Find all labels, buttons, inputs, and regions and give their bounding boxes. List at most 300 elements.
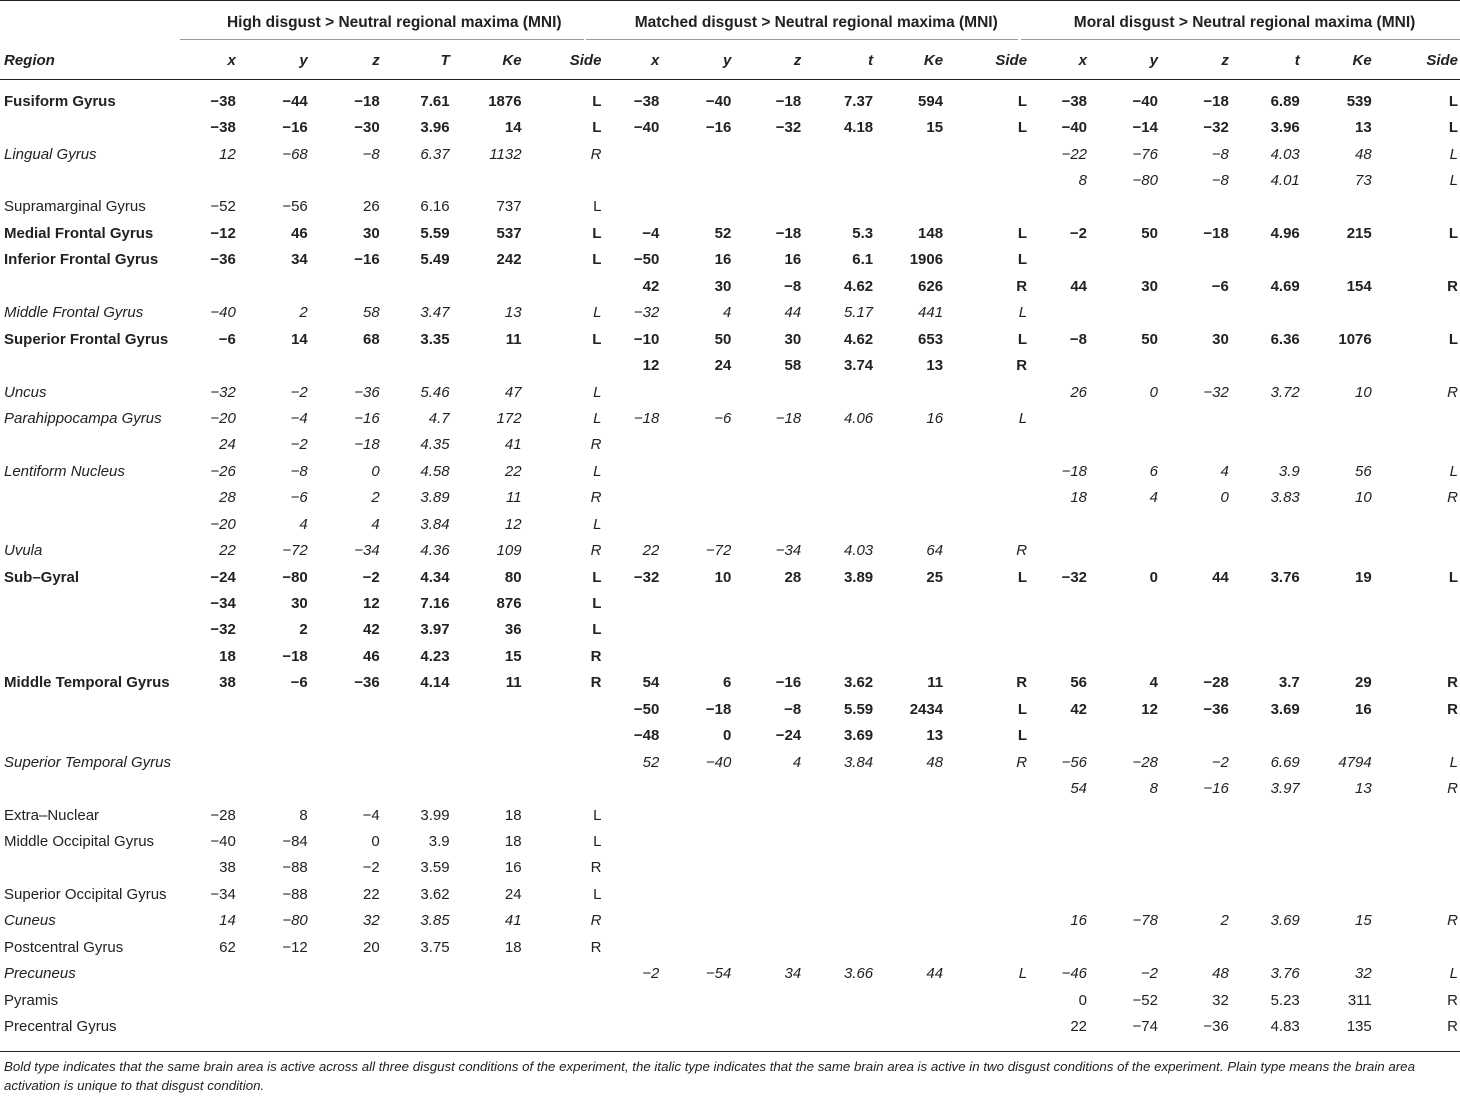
value-cell: 3.62 bbox=[843, 674, 874, 692]
side-cell bbox=[536, 352, 604, 378]
value-cell: 0 bbox=[1149, 383, 1158, 401]
region-cell bbox=[0, 855, 185, 881]
value-cell bbox=[745, 802, 815, 828]
value-cell: 6 bbox=[1149, 462, 1158, 480]
value-cell: −32 bbox=[210, 621, 236, 639]
region-cell: Precentral Gyrus bbox=[4, 1018, 117, 1036]
value-cell: 3.99 bbox=[420, 806, 450, 824]
region-cell: Middle Occipital Gyrus bbox=[4, 832, 155, 850]
value-cell: 4.03 bbox=[1270, 145, 1300, 163]
table-row bbox=[0, 114, 1460, 140]
value-cell: 22 bbox=[642, 542, 660, 560]
value-cell bbox=[322, 273, 394, 299]
value-cell: 41 bbox=[504, 436, 522, 454]
value-cell: −8 bbox=[290, 462, 308, 480]
side-cell: R bbox=[590, 145, 602, 163]
value-cell: 0 bbox=[1220, 489, 1229, 507]
side-cell: R bbox=[1447, 1018, 1458, 1036]
value-cell: −40 bbox=[210, 832, 236, 850]
value-cell bbox=[603, 485, 673, 511]
value-cell bbox=[1172, 723, 1243, 749]
value-cell: −16 bbox=[282, 119, 308, 137]
side-cell: L bbox=[592, 330, 602, 348]
value-cell: 13 bbox=[926, 727, 944, 745]
value-cell: 11 bbox=[506, 489, 522, 507]
side-cell bbox=[957, 485, 1029, 511]
value-cell bbox=[464, 723, 536, 749]
value-cell bbox=[603, 1013, 673, 1039]
value-cell: 6.16 bbox=[420, 198, 450, 216]
side-cell: L bbox=[1017, 251, 1028, 269]
value-cell: −40 bbox=[633, 119, 660, 137]
value-cell: 5.49 bbox=[420, 251, 450, 269]
value-cell: 14 bbox=[504, 119, 522, 137]
value-cell: 3.74 bbox=[843, 357, 874, 375]
value-cell: −80 bbox=[1132, 172, 1158, 190]
region-cell: Supramarginal Gyrus bbox=[4, 198, 146, 216]
column-header-ke: Ke bbox=[502, 51, 522, 69]
value-cell: 0 bbox=[1149, 568, 1158, 586]
region-cell: Middle Frontal Gyrus bbox=[4, 304, 144, 322]
value-cell bbox=[1314, 617, 1386, 643]
value-cell: 6.89 bbox=[1270, 92, 1300, 110]
value-cell bbox=[464, 273, 536, 299]
side-cell bbox=[957, 934, 1029, 960]
side-cell: L bbox=[1018, 409, 1028, 427]
value-cell: 148 bbox=[918, 224, 944, 242]
value-cell: −76 bbox=[1132, 145, 1158, 163]
value-cell: −50 bbox=[633, 251, 660, 269]
table-row bbox=[0, 352, 1460, 378]
value-cell: 4.62 bbox=[843, 330, 874, 348]
value-cell bbox=[1172, 855, 1243, 881]
side-cell bbox=[536, 273, 604, 299]
value-cell bbox=[1172, 300, 1243, 326]
value-cell: −16 bbox=[354, 409, 380, 427]
value-cell: 18 bbox=[504, 806, 522, 824]
value-cell bbox=[815, 934, 887, 960]
side-cell: L bbox=[1448, 92, 1458, 110]
value-cell bbox=[1314, 247, 1386, 273]
column-header-z: z bbox=[793, 51, 802, 69]
table-row bbox=[0, 670, 1460, 696]
value-cell bbox=[1101, 828, 1172, 854]
side-cell: R bbox=[590, 436, 602, 454]
group-rule-matched bbox=[586, 39, 1018, 40]
side-cell bbox=[1386, 432, 1460, 458]
table-row bbox=[0, 643, 1460, 669]
side-cell bbox=[1386, 617, 1460, 643]
value-cell bbox=[1243, 934, 1314, 960]
table-row bbox=[0, 432, 1460, 458]
region-cell: Lentiform Nucleus bbox=[4, 462, 125, 480]
value-cell: 47 bbox=[504, 383, 522, 401]
value-cell bbox=[887, 617, 957, 643]
value-cell bbox=[250, 775, 322, 801]
value-cell bbox=[1029, 802, 1101, 828]
value-cell: 5.59 bbox=[420, 224, 450, 242]
value-cell: 7.16 bbox=[420, 595, 450, 613]
value-cell: −8 bbox=[1069, 330, 1088, 348]
column-header-y: y bbox=[299, 51, 308, 69]
value-cell bbox=[1101, 300, 1172, 326]
value-cell bbox=[1029, 300, 1101, 326]
value-cell bbox=[815, 802, 887, 828]
value-cell bbox=[603, 643, 673, 669]
value-cell bbox=[1101, 511, 1172, 537]
side-cell: R bbox=[1016, 674, 1028, 692]
value-cell: 56 bbox=[1070, 674, 1088, 692]
top-rule bbox=[0, 0, 1460, 1]
value-cell bbox=[250, 960, 322, 986]
value-cell: 3.9 bbox=[428, 832, 450, 850]
value-cell bbox=[1314, 300, 1386, 326]
table-row bbox=[0, 775, 1460, 801]
value-cell: −56 bbox=[1061, 753, 1088, 771]
value-cell: 15 bbox=[504, 647, 522, 665]
value-cell: 44 bbox=[1070, 277, 1088, 295]
table-body bbox=[0, 88, 1460, 1040]
value-cell: 16 bbox=[1070, 912, 1088, 930]
value-cell: 1132 bbox=[489, 145, 522, 163]
value-cell: 30 bbox=[291, 595, 308, 613]
table-row bbox=[0, 326, 1460, 352]
group-rule-moral bbox=[1021, 39, 1460, 40]
value-cell: 4.14 bbox=[420, 674, 450, 692]
side-cell: L bbox=[593, 832, 602, 850]
value-cell: −18 bbox=[1203, 224, 1229, 242]
column-header-side: Side bbox=[569, 51, 602, 69]
side-cell: R bbox=[1016, 357, 1028, 375]
value-cell bbox=[887, 775, 957, 801]
value-cell bbox=[1314, 194, 1386, 220]
value-cell: 3.59 bbox=[420, 859, 450, 877]
side-cell: L bbox=[1449, 145, 1458, 163]
value-cell bbox=[394, 167, 464, 193]
value-cell bbox=[1029, 643, 1101, 669]
value-cell: 24 bbox=[714, 357, 732, 375]
value-cell: −18 bbox=[354, 92, 380, 110]
value-cell bbox=[603, 987, 673, 1013]
value-cell: −44 bbox=[282, 92, 308, 110]
value-cell: 18 bbox=[1070, 489, 1088, 507]
column-header-z: z bbox=[1221, 51, 1229, 69]
column-header-x: x bbox=[227, 51, 236, 69]
value-cell: 6.36 bbox=[1270, 330, 1300, 348]
side-cell: R bbox=[1447, 277, 1458, 295]
value-cell: −12 bbox=[210, 224, 236, 242]
value-cell bbox=[464, 775, 536, 801]
value-cell bbox=[887, 802, 957, 828]
value-cell bbox=[1243, 511, 1314, 537]
value-cell: 46 bbox=[363, 647, 380, 665]
value-cell bbox=[745, 908, 815, 934]
value-cell bbox=[1029, 511, 1101, 537]
table-row bbox=[0, 379, 1460, 405]
value-cell bbox=[1029, 432, 1101, 458]
side-cell: R bbox=[590, 489, 602, 507]
value-cell bbox=[1101, 590, 1172, 616]
table-row bbox=[0, 908, 1460, 934]
value-cell: −28 bbox=[1203, 674, 1229, 692]
value-cell bbox=[887, 167, 957, 193]
side-cell bbox=[536, 723, 604, 749]
value-cell: −38 bbox=[210, 92, 236, 110]
value-cell: 34 bbox=[784, 965, 802, 983]
value-cell bbox=[250, 723, 322, 749]
value-cell: 10 bbox=[1355, 383, 1372, 401]
side-cell: L bbox=[1017, 224, 1028, 242]
value-cell bbox=[1029, 194, 1101, 220]
region-cell bbox=[0, 643, 185, 669]
value-cell: −4 bbox=[642, 224, 660, 242]
side-cell bbox=[957, 802, 1029, 828]
value-cell bbox=[322, 775, 394, 801]
value-cell bbox=[887, 141, 957, 167]
side-cell bbox=[957, 167, 1029, 193]
value-cell bbox=[394, 1013, 464, 1039]
region-cell bbox=[0, 432, 185, 458]
table-row bbox=[0, 723, 1460, 749]
value-cell: −18 bbox=[775, 224, 802, 242]
region-cell: Extra–Nuclear bbox=[4, 806, 100, 824]
side-cell bbox=[1386, 405, 1460, 431]
value-cell bbox=[673, 379, 745, 405]
value-cell bbox=[1172, 802, 1243, 828]
column-header-row bbox=[0, 45, 1460, 75]
value-cell bbox=[673, 802, 745, 828]
value-cell: 52 bbox=[642, 753, 660, 771]
value-cell: 50 bbox=[714, 330, 732, 348]
group-rule-high bbox=[180, 39, 584, 40]
value-cell: 5.3 bbox=[852, 224, 874, 242]
value-cell: 4.03 bbox=[843, 542, 874, 560]
value-cell: 44 bbox=[926, 965, 944, 983]
value-cell: 11 bbox=[927, 674, 944, 692]
table-row bbox=[0, 511, 1460, 537]
side-cell: R bbox=[1447, 991, 1458, 1009]
value-cell bbox=[322, 1013, 394, 1039]
side-cell: L bbox=[1449, 172, 1458, 190]
value-cell bbox=[745, 458, 815, 484]
value-cell: −54 bbox=[705, 965, 732, 983]
table-row bbox=[0, 987, 1460, 1013]
value-cell: −18 bbox=[775, 409, 802, 427]
value-cell: 5.23 bbox=[1270, 991, 1300, 1009]
value-cell bbox=[1314, 511, 1386, 537]
value-cell: 14 bbox=[219, 912, 236, 930]
region-cell: Superior Frontal Gyrus bbox=[4, 330, 169, 348]
value-cell bbox=[185, 749, 250, 775]
side-cell bbox=[1386, 300, 1460, 326]
value-cell: 16 bbox=[714, 251, 732, 269]
side-cell: L bbox=[1018, 304, 1028, 322]
value-cell bbox=[394, 273, 464, 299]
side-cell bbox=[957, 855, 1029, 881]
side-cell: L bbox=[593, 885, 602, 903]
value-cell: 4.7 bbox=[428, 409, 450, 427]
side-cell: L bbox=[1017, 119, 1028, 137]
region-cell bbox=[0, 775, 185, 801]
value-cell: 50 bbox=[1141, 224, 1158, 242]
value-cell: 32 bbox=[1212, 991, 1229, 1009]
value-cell: 4.36 bbox=[420, 542, 450, 560]
side-cell bbox=[1386, 194, 1460, 220]
region-cell: Uvula bbox=[4, 542, 43, 560]
value-cell bbox=[394, 749, 464, 775]
value-cell: −14 bbox=[1132, 119, 1158, 137]
region-cell bbox=[0, 590, 185, 616]
value-cell: −40 bbox=[1132, 92, 1158, 110]
side-cell: L bbox=[592, 119, 602, 137]
value-cell: −38 bbox=[1061, 92, 1088, 110]
value-cell bbox=[603, 432, 673, 458]
value-cell bbox=[887, 590, 957, 616]
value-cell: 4794 bbox=[1338, 753, 1372, 771]
value-cell bbox=[1172, 590, 1243, 616]
value-cell: 6.37 bbox=[420, 145, 450, 163]
side-cell bbox=[1386, 247, 1460, 273]
value-cell: 20 bbox=[363, 938, 380, 956]
value-cell: −4 bbox=[290, 409, 308, 427]
value-cell: 0 bbox=[722, 727, 732, 745]
value-cell: 3.69 bbox=[843, 727, 874, 745]
side-cell: R bbox=[1447, 489, 1458, 507]
value-cell bbox=[745, 1013, 815, 1039]
value-cell: 12 bbox=[1141, 700, 1158, 718]
value-cell bbox=[464, 960, 536, 986]
value-cell bbox=[1172, 352, 1243, 378]
value-cell: 3.9 bbox=[1278, 462, 1300, 480]
value-cell: 3.66 bbox=[843, 965, 874, 983]
value-cell: −28 bbox=[210, 806, 236, 824]
side-cell: L bbox=[593, 806, 602, 824]
side-cell: R bbox=[1447, 912, 1458, 930]
value-cell bbox=[250, 273, 322, 299]
value-cell: 22 bbox=[363, 885, 380, 903]
side-cell bbox=[957, 379, 1029, 405]
column-header-t: T bbox=[440, 51, 450, 69]
value-cell bbox=[1172, 405, 1243, 431]
value-cell bbox=[1101, 247, 1172, 273]
value-cell: 22 bbox=[504, 462, 522, 480]
value-cell bbox=[603, 775, 673, 801]
value-cell: 2 bbox=[299, 304, 308, 322]
value-cell bbox=[1101, 617, 1172, 643]
value-cell: −18 bbox=[1203, 92, 1229, 110]
value-cell: 0 bbox=[371, 832, 380, 850]
side-cell: L bbox=[592, 251, 602, 269]
value-cell: 4 bbox=[792, 753, 802, 771]
value-cell bbox=[815, 511, 887, 537]
value-cell bbox=[1314, 934, 1386, 960]
side-cell: L bbox=[1017, 92, 1028, 110]
side-cell: L bbox=[1449, 753, 1458, 771]
value-cell: −16 bbox=[775, 674, 802, 692]
value-cell bbox=[1314, 643, 1386, 669]
value-cell: 4 bbox=[1149, 489, 1158, 507]
column-header-t: t bbox=[1294, 51, 1300, 69]
side-cell: L bbox=[1449, 965, 1458, 983]
value-cell bbox=[1101, 934, 1172, 960]
value-cell: 5.46 bbox=[420, 383, 450, 401]
region-cell: Middle Temporal Gyrus bbox=[4, 674, 170, 692]
table-row bbox=[0, 749, 1460, 775]
value-cell bbox=[185, 273, 250, 299]
value-cell: 3.97 bbox=[420, 621, 450, 639]
value-cell bbox=[1314, 881, 1386, 907]
value-cell: −28 bbox=[1132, 753, 1158, 771]
value-cell: −38 bbox=[210, 119, 236, 137]
value-cell bbox=[887, 511, 957, 537]
side-cell: L bbox=[1017, 727, 1028, 745]
value-cell bbox=[1029, 723, 1101, 749]
side-cell bbox=[1386, 855, 1460, 881]
value-cell: 58 bbox=[363, 304, 380, 322]
value-cell: −78 bbox=[1132, 912, 1158, 930]
value-cell: 54 bbox=[642, 674, 660, 692]
side-cell: L bbox=[1448, 224, 1458, 242]
value-cell: 626 bbox=[918, 277, 944, 295]
value-cell: 2 bbox=[299, 621, 308, 639]
value-cell: −32 bbox=[775, 119, 802, 137]
side-cell bbox=[957, 141, 1029, 167]
value-cell bbox=[673, 141, 745, 167]
value-cell: −6 bbox=[218, 330, 236, 348]
value-cell bbox=[1243, 247, 1314, 273]
side-cell bbox=[957, 775, 1029, 801]
value-cell: 42 bbox=[1070, 700, 1088, 718]
side-cell: L bbox=[1017, 330, 1028, 348]
column-header-region: Region bbox=[4, 51, 55, 69]
value-cell: 3.96 bbox=[420, 119, 450, 137]
value-cell: −32 bbox=[633, 304, 660, 322]
value-cell: 2434 bbox=[909, 700, 944, 718]
value-cell: 1876 bbox=[488, 92, 522, 110]
value-cell: 3.76 bbox=[1270, 568, 1300, 586]
side-cell: L bbox=[592, 595, 602, 613]
value-cell: 3.47 bbox=[420, 304, 450, 322]
column-header-x: x bbox=[1078, 51, 1088, 69]
region-cell bbox=[0, 723, 185, 749]
side-cell bbox=[536, 749, 604, 775]
value-cell: −32 bbox=[1203, 119, 1229, 137]
value-cell bbox=[1243, 352, 1314, 378]
value-cell: −24 bbox=[775, 727, 802, 745]
value-cell: −36 bbox=[1203, 1018, 1229, 1036]
side-cell: R bbox=[1016, 277, 1028, 295]
value-cell bbox=[1029, 352, 1101, 378]
table-row bbox=[0, 802, 1460, 828]
value-cell: −56 bbox=[282, 198, 308, 216]
value-cell: −38 bbox=[633, 92, 660, 110]
value-cell: 172 bbox=[496, 409, 522, 427]
table-row bbox=[0, 300, 1460, 326]
value-cell: 441 bbox=[918, 304, 944, 322]
side-cell: R bbox=[590, 647, 602, 665]
column-header-x: x bbox=[651, 51, 660, 69]
value-cell bbox=[1101, 723, 1172, 749]
value-cell bbox=[1101, 802, 1172, 828]
value-cell bbox=[394, 775, 464, 801]
value-cell bbox=[673, 432, 745, 458]
value-cell: 26 bbox=[363, 198, 380, 216]
value-cell bbox=[1243, 828, 1314, 854]
value-cell bbox=[815, 908, 887, 934]
column-header-z: z bbox=[372, 51, 380, 69]
value-cell: 8 bbox=[1149, 780, 1158, 798]
side-cell bbox=[957, 908, 1029, 934]
